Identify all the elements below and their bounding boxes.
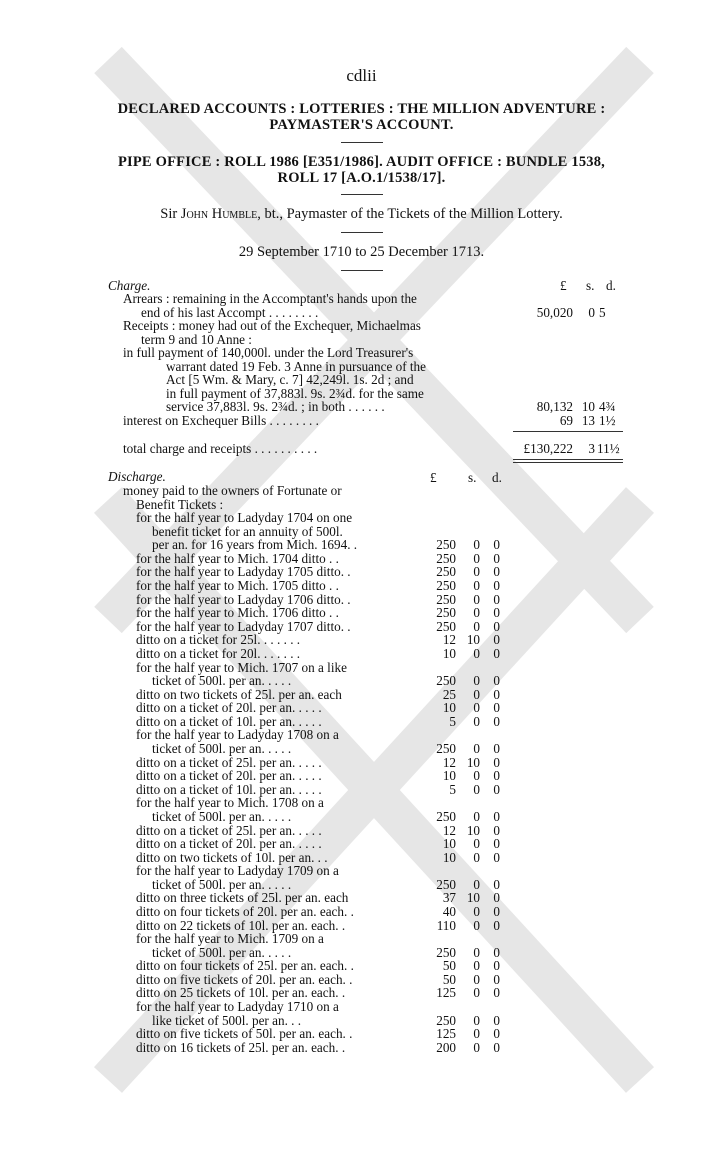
discharge-line: ditto on a ticket of 10l. per an. . . . . [136,713,322,729]
discharge-amount-shillings: 0 [473,645,480,661]
divider [341,142,383,143]
discharge-amount-pounds: 37 [442,890,456,906]
discharge-amount-pence: 0 [493,741,500,757]
discharge-line: for the half year to Ladyday 1704 on one [136,510,353,526]
discharge-line: for the half year to Mich. 1707 on a like [136,659,347,675]
discharge-amount-pounds: 125 [436,1026,456,1042]
discharge-amount-shillings: 0 [473,1012,480,1028]
discharge-amount-pence: 0 [493,700,500,716]
heading-line-1: DECLARED ACCOUNTS : LOTTERIES : THE MILLION ADVENTURE : [117,101,606,117]
discharge-amount-pounds: 10 [442,768,456,784]
discharge-line: ditto on a ticket of 25l. per an. . . . . [136,822,322,838]
discharge-amount-pence: 0 [493,591,500,607]
discharge-amount-pence: 0 [493,917,500,933]
total-pence: 11½ [597,441,620,456]
discharge-line: ditto on three tickets of 25l. per an. each [136,890,349,906]
discharge-line: ditto on a ticket for 25l. . . . . . . [136,632,301,648]
discharge-amount-shillings: 0 [473,605,480,621]
discharge-amount-pounds: 250 [436,564,456,580]
charge-amount-shillings: 10 [581,399,595,414]
discharge-amount-pounds: 250 [436,537,456,553]
discharge-line: ditto on 22 tickets of 10l. per an. each. . [136,917,346,933]
discharge-amount-shillings: 0 [473,781,480,797]
discharge-col-pounds: £ [430,470,437,485]
discharge-amount-shillings: 0 [473,1039,480,1055]
discharge-amount-pounds: 10 [442,849,456,865]
discharge-line: for the half year to Mich. 1706 ditto . . [136,605,339,621]
discharge-amount-shillings: 0 [473,537,480,553]
discharge-line: ditto on a ticket of 25l. per an. . . . . [136,754,322,770]
page-number: cdlii [346,66,377,85]
discharge-amount-pence: 0 [493,1026,500,1042]
discharge-amount-pence: 0 [493,564,500,580]
discharge-col-shillings: s. [468,470,477,485]
discharge-amount-pounds: 250 [436,1012,456,1028]
charge-amount-shillings: 0 [588,304,595,320]
discharge-amount-pounds: 250 [436,808,456,824]
discharge-amount-pounds: 5 [449,713,456,729]
discharge-amount-shillings: 0 [473,903,480,919]
discharge-amount-pounds: 10 [442,645,456,661]
discharge-amount-pounds: 10 [442,700,456,716]
discharge-line: ditto on two tickets of 25l. per an. each [136,686,342,702]
discharge-amount-shillings: 0 [473,591,480,607]
discharge-amount-pence: 0 [493,849,500,865]
discharge-amount-shillings: 0 [473,618,480,634]
charge-line: end of his last Accompt . . . . . . . . [141,304,319,320]
total-double-rule-2 [513,462,623,463]
period: 29 September 1710 to 25 December 1713. [238,244,485,260]
discharge-line: benefit ticket for an annuity of 500l. [152,523,343,539]
discharge-amount-pounds: 40 [442,903,456,919]
charge-line: term 9 and 10 Anne : [141,331,252,347]
discharge-amount-pounds: 250 [436,741,456,757]
discharge-amount-pounds: 250 [436,550,456,566]
discharge-line: ditto on four tickets of 20l. per an. each. . [136,903,354,919]
discharge-amount-shillings: 10 [466,632,480,648]
discharge-line: for the half year to Ladyday 1706 ditto. . [136,591,351,607]
office-line-1: PIPE OFFICE : ROLL 1986 [E351/1986]. AUDIT OFFICE : BUNDLE 1538, [117,154,606,170]
discharge-amount-pence: 0 [493,550,500,566]
discharge-amount-pounds: 250 [436,605,456,621]
discharge-amount-pence: 0 [493,632,500,648]
discharge-amount-shillings: 10 [466,754,480,770]
charge-line: in full payment of 140,000l. under the Lord Treasurer's [123,345,414,360]
discharge-amount-shillings: 0 [473,700,480,716]
discharge-line: ditto on a ticket of 20l. per an. . . . . [136,700,322,716]
charge-col-pence: d. [606,278,616,293]
discharge-amount-pounds: 250 [436,578,456,594]
discharge-amount-pence: 0 [493,754,500,770]
total-shillings: 3 [588,441,595,456]
discharge-amount-shillings: 0 [473,985,480,1001]
charge-line: interest on Exchequer Bills . . . . . . . . [123,412,319,428]
discharge-amount-pence: 0 [493,836,500,852]
discharge-line: money paid to the owners of Fortunate or [123,483,342,498]
discharge-amount-shillings: 0 [473,944,480,960]
paymaster-suffix: , bt., Paymaster of the Tickets of the Million Lottery. [257,206,563,222]
charge-amount-shillings: 13 [581,412,595,428]
discharge-amount-pence: 0 [493,944,500,960]
discharge-line: ditto on two tickets of 10l. per an. . . [136,849,328,865]
discharge-amount-shillings: 10 [466,822,480,838]
heading-line-2: PAYMASTER'S ACCOUNT. [269,117,454,133]
discharge-amount-shillings: 0 [473,958,480,974]
discharge-line: ticket of 500l. per an. . . . . [152,741,292,757]
charge-line: Receipts : money had out of the Exchequer, Michaelmas [123,318,421,333]
discharge-line: ditto on 25 tickets of 10l. per an. each. . [136,985,346,1001]
discharge-amount-pence: 0 [493,890,500,906]
discharge-line: for the half year to Ladyday 1708 on a [136,727,339,743]
total-label: total charge and receipts . . . . . . . . . . [123,441,318,456]
discharge-line: ditto on four tickets of 25l. per an. each. . [136,958,354,974]
discharge-line: ditto on 16 tickets of 25l. per an. each. . [136,1039,346,1055]
discharge-amount-pounds: 12 [442,632,456,648]
charge-line: service 37,883l. 9s. 2¾d. ; in both . . . . . . [166,399,385,414]
discharge-amount-pence: 0 [493,686,500,702]
total-double-rule-1 [513,459,623,460]
charge-amount-pounds: 69 [559,412,573,428]
charge-title: Charge. [108,278,151,293]
charge-line: Arrears : remaining in the Accomptant's hands upon the [123,291,417,306]
discharge-amount-pence: 0 [493,985,500,1001]
charge-line: in full payment of 37,883l. 9s. 2¾d. for the same [166,385,424,401]
discharge-amount-pounds: 250 [436,876,456,892]
discharge-amount-shillings: 0 [473,741,480,757]
charge-amount-pence: 4¾ [599,399,616,414]
discharge-amount-shillings: 0 [473,808,480,824]
discharge-line: for the half year to Mich. 1708 on a [136,795,324,811]
discharge-amount-pounds: 50 [442,958,456,974]
discharge-line: Benefit Tickets : [136,496,224,512]
discharge-line: per an. for 16 years from Mich. 1694. . [152,537,358,553]
charge-col-shillings: s. [586,278,595,293]
discharge-line: ditto on a ticket of 20l. per an. . . . . [136,768,322,784]
discharge-amount-pounds: 25 [442,686,456,702]
divider [341,232,383,233]
discharge-amount-pounds: 5 [449,781,456,797]
discharge-line: for the half year to Ladyday 1710 on a [136,999,339,1015]
discharge-amount-shillings: 0 [473,971,480,987]
discharge-amount-pence: 0 [493,958,500,974]
charge-amount-pence: 1½ [599,412,616,428]
discharge-amount-pence: 0 [493,605,500,621]
discharge-line: ditto on a ticket of 10l. per an. . . . . [136,781,322,797]
discharge-amount-pence: 0 [493,1039,500,1055]
discharge-amount-pence: 0 [493,578,500,594]
discharge-amount-pounds: 10 [442,836,456,852]
discharge-amount-shillings: 0 [473,917,480,933]
discharge-amount-pence: 0 [493,673,500,689]
discharge-line: for the half year to Mich. 1709 on a [136,931,324,947]
charge-amount-pounds: 80,132 [536,399,573,414]
discharge-amount-pence: 0 [493,645,500,661]
discharge-line: ticket of 500l. per an. . . . . [152,673,292,689]
discharge-amount-pence: 0 [493,903,500,919]
discharge-amount-pence: 0 [493,876,500,892]
discharge-amount-pence: 0 [493,822,500,838]
discharge-line: ticket of 500l. per an. . . . . [152,944,292,960]
discharge-amount-pounds: 250 [436,618,456,634]
discharge-amount-pence: 0 [493,1012,500,1028]
discharge-amount-shillings: 0 [473,673,480,689]
discharge-amount-pounds: 200 [436,1039,456,1055]
discharge-amount-shillings: 0 [473,550,480,566]
charge-col-pounds: £ [560,278,567,293]
discharge-line: ditto on five tickets of 20l. per an. each. . [136,971,353,987]
paymaster-prefix: Sir [160,206,181,222]
discharge-line: like ticket of 500l. per an. . . [152,1012,302,1028]
discharge-amount-shillings: 0 [473,686,480,702]
discharge-amount-pence: 0 [493,808,500,824]
discharge-amount-pence: 0 [493,713,500,729]
discharge-amount-pence: 0 [493,971,500,987]
discharge-amount-shillings: 0 [473,564,480,580]
discharge-amount-pounds: 250 [436,944,456,960]
divider [341,270,383,271]
discharge-line: for the half year to Mich. 1704 ditto . . [136,550,339,566]
total-pounds: £130,222 [523,441,573,456]
discharge-line: ditto on five tickets of 50l. per an. each. . [136,1026,353,1042]
discharge-amount-pounds: 12 [442,822,456,838]
discharge-amount-shillings: 0 [473,713,480,729]
discharge-line: ticket of 500l. per an. . . . . [152,876,292,892]
discharge-title: Discharge. [108,469,166,484]
charge-line: Act [5 Wm. & Mary, c. 7] 42,249l. 1s. 2d ; and [166,372,414,387]
discharge-amount-shillings: 0 [473,836,480,852]
discharge-amount-shillings: 0 [473,1026,480,1042]
discharge-amount-pence: 0 [493,618,500,634]
discharge-amount-pounds: 250 [436,591,456,607]
discharge-col-pence: d. [492,470,502,485]
discharge-amount-pence: 0 [493,781,500,797]
discharge-amount-shillings: 10 [466,890,480,906]
discharge-amount-shillings: 0 [473,578,480,594]
discharge-amount-shillings: 0 [473,876,480,892]
divider [341,194,383,195]
discharge-amount-pounds: 250 [436,673,456,689]
charge-amount-pounds: 50,020 [536,304,573,320]
paymaster-line [0,206,723,223]
discharge-line: ditto on a ticket of 20l. per an. . . . . [136,836,322,852]
discharge-amount-shillings: 0 [473,849,480,865]
charge-amount-pence: 5 [599,304,606,320]
paymaster-name: John Humble [180,206,258,222]
discharge-line: for the half year to Ladyday 1705 ditto. . [136,564,351,580]
discharge-amount-pence: 0 [493,537,500,553]
charge-line: warrant dated 19 Feb. 3 Anne in pursuance of the [166,358,427,374]
discharge-line: for the half year to Ladyday 1709 on a [136,863,339,879]
discharge-amount-pounds: 125 [436,985,456,1001]
discharge-line: for the half year to Mich. 1705 ditto . . [136,578,339,594]
discharge-amount-shillings: 0 [473,768,480,784]
office-line-2: ROLL 17 [A.O.1/1538/17]. [277,170,446,186]
discharge-line: for the half year to Ladyday 1707 ditto. . [136,618,351,634]
discharge-amount-pence: 0 [493,768,500,784]
discharge-line: ticket of 500l. per an. . . . . [152,808,292,824]
discharge-amount-pounds: 50 [442,971,456,987]
discharge-amount-pounds: 110 [436,917,456,933]
total-rule [513,431,623,432]
discharge-line: ditto on a ticket for 20l. . . . . . . [136,645,301,661]
discharge-amount-pounds: 12 [442,754,456,770]
